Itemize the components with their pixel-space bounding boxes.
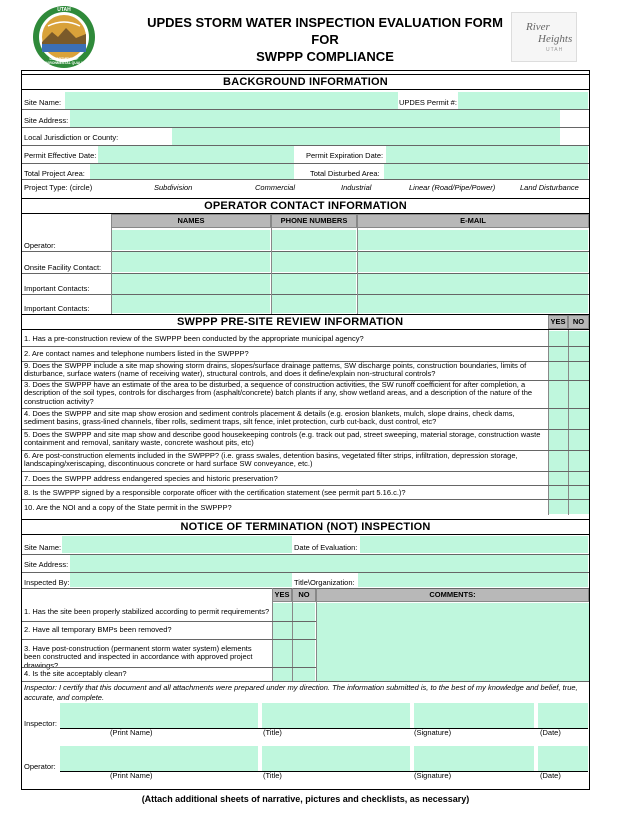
not-question-2: 2. Have all temporary BMPs been removed? [24, 625, 172, 634]
operator-signature-field[interactable] [414, 746, 534, 771]
form-title-line2: FOR [311, 32, 339, 47]
not-comments-field[interactable] [317, 603, 589, 681]
jurisdiction-label: Local Jurisdiction or County: [24, 133, 119, 142]
site-address-label: Site Address: [24, 116, 69, 125]
operator-date-caption: (Date) [540, 771, 561, 780]
site-name-field[interactable] [65, 92, 398, 109]
project-type-linear[interactable]: Linear (Road/Pipe/Power) [409, 183, 496, 192]
not-question-3: 3. Have post-construction (permanent storm water system) elements been constructed and inspected in accordance with approved project drawings? [24, 644, 253, 670]
not-inspected-by-field[interactable] [70, 573, 292, 587]
operator-email-field[interactable] [358, 230, 588, 250]
project-type-industrial[interactable]: Industrial [341, 183, 372, 192]
permit-expiration-field[interactable] [386, 146, 588, 163]
operator-title-caption: (Title) [263, 771, 282, 780]
swppp-no-header: NO [568, 315, 589, 329]
total-project-area-label: Total Project Area: [24, 169, 85, 178]
important2-name-field[interactable] [112, 295, 270, 313]
onsite-name-field[interactable] [112, 252, 270, 272]
swppp-question-7: 7. Does the SWPPP address endangered species and historic preservation? [24, 474, 278, 483]
not-title-org-field[interactable] [358, 573, 588, 587]
swppp-question-4: 4. Does the SWPPP and site map show erosion and sediment controls placement & details (e.g. erosion blankets, mulch, slope drains, check dams, sediment basins, grass-lined channels, fiber rolls, sediment traps, silt fence, inlet protection, curb cut-back, dust control, etc? [24, 409, 515, 427]
not-yes-column[interactable] [273, 603, 292, 681]
not-site-address-label: Site Address: [24, 560, 69, 569]
deq-logo [30, 4, 98, 70]
form-title-line3: SWPPP COMPLIANCE [256, 49, 394, 64]
inspector-print-name-field[interactable] [60, 703, 258, 728]
contact-row-important-1: Important Contacts: [24, 284, 90, 293]
important1-phone-field[interactable] [272, 274, 356, 294]
contact-row-onsite: Onsite Facility Contact: [24, 263, 102, 272]
contacts-col-phone: PHONE NUMBERS [271, 214, 357, 228]
operator-print-name-caption: (Print Name) [110, 771, 153, 780]
operator-print-name-field[interactable] [60, 746, 258, 771]
onsite-email-field[interactable] [358, 252, 588, 272]
site-address-field[interactable] [70, 110, 560, 127]
not-yes-header: YES [272, 588, 292, 602]
river-heights-logo-heights: Heights [538, 33, 573, 45]
project-type-land-disturbance[interactable]: Land Disturbance [520, 183, 579, 192]
operator-name-field[interactable] [112, 230, 270, 250]
important2-phone-field[interactable] [272, 295, 356, 313]
river-heights-logo-utah: UTAH [546, 47, 564, 53]
contact-row-operator: Operator: [24, 241, 56, 250]
deq-logo-top-text: UTAH [57, 7, 71, 13]
total-disturbed-area-label: Total Disturbed Area: [310, 169, 380, 178]
inspector-label: Inspector: [24, 719, 57, 728]
operator-signature-caption: (Signature) [414, 771, 452, 780]
swppp-question-1: 1. Has a pre-construction review of the SWPPP been conducted by the appropriate municipal agency? [24, 334, 364, 343]
operator-sign-label: Operator: [24, 762, 56, 771]
contacts-col-email: E-MAIL [357, 214, 589, 228]
footer-note: (Attach additional sheets of narrative, pictures and checklists, as necessary) [141, 794, 470, 804]
swppp-question-8: 8. Is the SWPPP signed by a responsible corporate officer with the certification statement (see permit part 5.16.c.)? [24, 488, 406, 497]
swppp-yes-header: YES [548, 315, 568, 329]
not-site-name-field[interactable] [62, 536, 292, 553]
form-title-line1: UPDES STORM WATER INSPECTION EVALUATION FORM [147, 15, 503, 30]
permit-expiration-label: Permit Expiration Date: [306, 151, 384, 160]
swppp-question-5: 5. Does the SWPPP and site map show and describe good housekeeping controls (e.g. track out pad, street sweeping, material storage, construction waste containment and removal, sanitary waste, concrete washout pits, etc) [24, 430, 541, 448]
certification-statement: Inspector: I certify that this document and all attachments were prepared under my direction. The information submitted is, to the best of my knowledge and belief, true, accurate, and complete. [24, 683, 578, 702]
inspector-title-caption: (Title) [263, 728, 282, 737]
inspector-date-caption: (Date) [540, 728, 561, 737]
swppp-section-header [22, 314, 589, 330]
jurisdiction-field[interactable] [172, 128, 560, 145]
operator-date-field[interactable] [538, 746, 588, 771]
not-title-org-label: Title\Organization: [294, 578, 355, 587]
inspector-title-field[interactable] [262, 703, 410, 728]
background-section-header: BACKGROUND INFORMATION [22, 74, 589, 90]
not-site-name-label: Site Name: [24, 543, 62, 552]
swppp-section-title: SWPPP PRE-SITE REVIEW INFORMATION [177, 316, 404, 328]
updes-permit-label: UPDES Permit #: [399, 98, 457, 107]
not-date-eval-field[interactable] [360, 536, 588, 553]
not-comments-header: COMMENTS: [316, 588, 589, 602]
not-section-header: NOTICE OF TERMINATION (NOT) INSPECTION [22, 519, 589, 535]
operator-title-field[interactable] [262, 746, 410, 771]
total-disturbed-area-field[interactable] [384, 164, 588, 179]
swppp-no-column[interactable] [569, 331, 589, 514]
not-inspected-by-label: Inspected By: [24, 578, 70, 587]
not-no-column[interactable] [293, 603, 315, 681]
contacts-section-header: OPERATOR CONTACT INFORMATION [22, 198, 589, 214]
project-type-commercial[interactable]: Commercial [255, 183, 296, 192]
swppp-question-9: 9. Does the SWPPP include a site map showing storm drains, slopes/surface drainage patterns, SW discharge points, construction boundaries, limits of disturbance, surface waters (name of receiving water), structural controls, and does it define/explain non-structural controls? [24, 361, 527, 379]
not-site-address-field[interactable] [70, 555, 588, 572]
important2-email-field[interactable] [358, 295, 588, 313]
inspector-signature-caption: (Signature) [414, 728, 452, 737]
river-heights-logo-river: River [526, 21, 550, 33]
swppp-question-2: 2. Are contact names and telephone numbers listed in the SWPPP? [24, 349, 249, 358]
not-question-1: 1. Has the site been properly stabilized according to permit requirements? [24, 607, 270, 616]
important1-name-field[interactable] [112, 274, 270, 294]
site-name-label: Site Name: [24, 98, 62, 107]
operator-phone-field[interactable] [272, 230, 356, 250]
not-date-eval-label: Date of Evaluation: [294, 543, 358, 552]
inspector-date-field[interactable] [538, 703, 588, 728]
swppp-question-10: 10. Are the NOI and a copy of the State permit in the SWPPP? [24, 503, 232, 512]
updes-permit-field[interactable] [458, 92, 588, 109]
swppp-question-3: 3. Does the SWPPP have an estimate of the area to be disturbed, a sequence of construction activities, the SW runoff coefficient for after completion, a description of the soil types, controls for discharges from (asphalt/concrete) batch plants if any, show wetland areas, and a description of the nature of the construction activity? [24, 380, 533, 406]
not-question-4: 4. Is the site acceptably clean? [24, 669, 127, 678]
contacts-col-names: NAMES [111, 214, 271, 228]
total-project-area-field[interactable] [90, 164, 294, 179]
inspector-print-name-caption: (Print Name) [110, 728, 153, 737]
swppp-yes-column[interactable] [549, 331, 568, 514]
onsite-phone-field[interactable] [272, 252, 356, 272]
deq-logo-ring-text: DEPARTMENT OF ENVIRONMENTAL QUALITY [41, 57, 87, 65]
permit-effective-field[interactable] [98, 146, 294, 163]
inspector-signature-field[interactable] [414, 703, 534, 728]
project-type-subdivision[interactable]: Subdivision [154, 183, 193, 192]
permit-effective-label: Permit Effective Date: [24, 151, 97, 160]
project-type-label: Project Type: (circle) [24, 183, 93, 192]
swppp-question-6: 6. Are post-construction elements included in the SWPPP? (i.e. grass swales, detention basins, vegetated filter strips, infiltration, depression storage, landscaping/xeriscaping, discontinuous concrete or hard surface SW conveyance, etc.) [24, 451, 518, 469]
contact-row-important-2: Important Contacts: [24, 304, 90, 313]
important1-email-field[interactable] [358, 274, 588, 294]
not-no-header: NO [292, 588, 316, 602]
